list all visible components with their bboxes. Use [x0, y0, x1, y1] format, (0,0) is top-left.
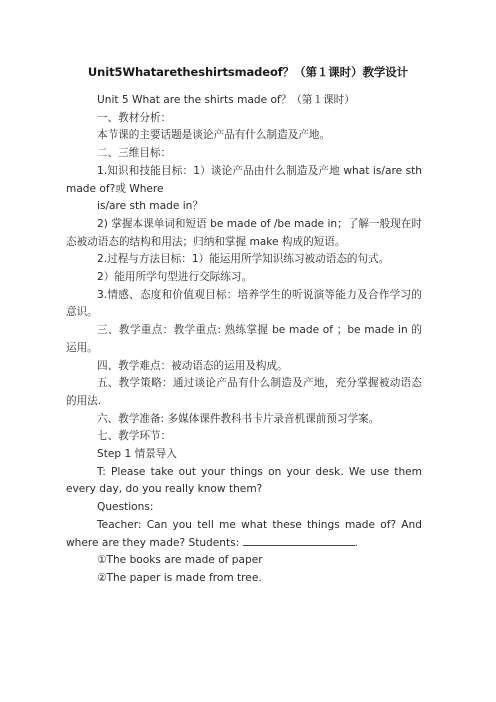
section-heading-strategy: 五、教学策略：通过谈论产品有什么制造及产地，充分掌握被动语态的用法. [66, 377, 422, 407]
section-heading-analysis: 一、教材分析： [97, 111, 172, 124]
document-title: Unit5Whataretheshirtsmadeof？（第１课时）教学设计 [87, 65, 409, 79]
paragraph-objective-1: 1.知识和技能目标：1）谈论产品由什么制造及产地 what is/are sth made of?或 Where [66, 164, 422, 195]
teacher-question-text: Teacher: Can you tell me what these things made of? And where are they made? Students: [66, 518, 422, 549]
section-heading-key-points: 三、教学重点：教学重点: 熟练掌握 be made of ；be made in 的运用。 [66, 324, 422, 354]
section-heading-difficulties: 四、教学难点：被动语态的运用及构成。 [97, 359, 288, 372]
section-heading-steps: 七、教学环节： [97, 430, 172, 443]
example-answer-2: ②The paper is made from tree. [97, 571, 262, 584]
paragraph-objective-2: 2.过程与方法目标：1）能运用所学知识练习被动语态的句式。 [97, 253, 390, 266]
answer-blank [243, 535, 355, 546]
paragraph-teacher-question: Teacher: Can you tell me what these things made of? And where are they made? Students: . [66, 518, 422, 549]
paragraph-teacher-intro: T: Please take out your things on your desk. We use them every day, do you really know them? [66, 465, 422, 496]
step-1-heading: Step 1 情景导入 [97, 448, 177, 461]
paragraph-topic: 本节课的主要话题是谈论产品有什么制造及产地。 [97, 129, 331, 142]
paragraph-objective-1-2: 2) 掌握本课单词和短语 be made of /be made in；了解一般现在时态被动语态的结构和用法；归纳和掌握 make 构成的短语。 [66, 217, 422, 248]
section-heading-objectives: 二、三维目标： [97, 147, 172, 160]
questions-label: Questions: [97, 501, 154, 514]
section-heading-preparation: 六、教学准备: 多媒体课件教科书卡片录音机课前预习学案。 [97, 412, 380, 425]
example-answer-1: ①The books are made of paper [97, 554, 263, 567]
paragraph-objective-1-cont: is/are sth made in？ [97, 200, 203, 213]
paragraph-objective-3: 3.情感、态度和价值观目标：培养学生的听说演等能力及合作学习的意识。 [66, 288, 422, 319]
document-body [66, 92, 422, 588]
paragraph-objective-2-2: 2）能用所学句型进行交际练习。 [97, 271, 253, 284]
unit-heading: Unit 5 What are the shirts made of？（第１课时） [97, 94, 355, 106]
